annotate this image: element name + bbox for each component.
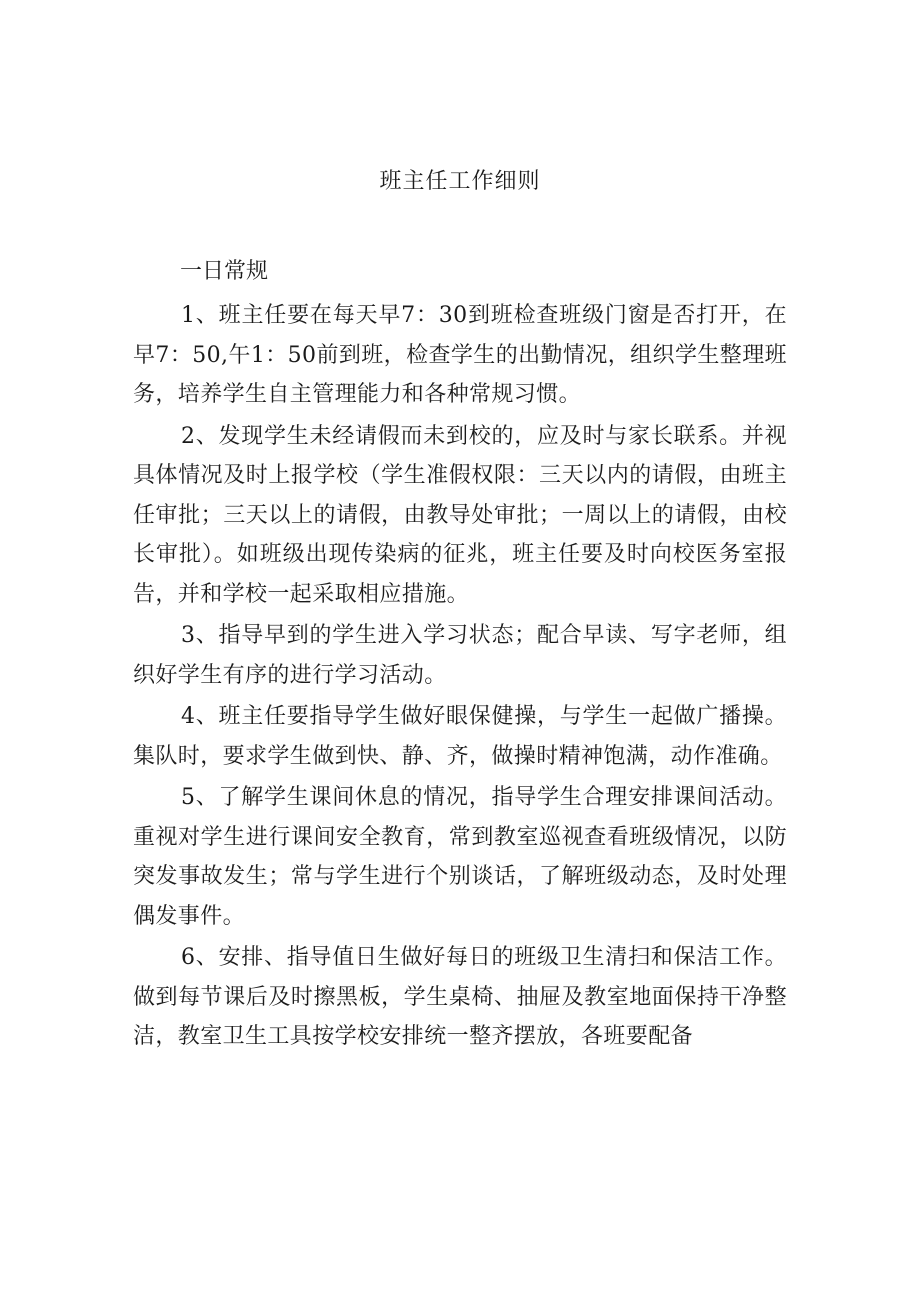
page-title: 班主任工作细则	[379, 169, 541, 194]
section-heading: 一日常规	[180, 259, 269, 284]
paragraph-4: 4、班主任要指导学生做好眼保健操，与学生一起做广播操。集队时，要求学生做到快、静、齐，做操时精神饱满，动作准确。	[133, 704, 787, 769]
paragraph-3: 3、指导早到的学生进入学习状态；配合早读、写字老师，组织好学生有序的进行学习活动。	[133, 623, 787, 688]
paragraph-5: 5、了解学生课间休息的情况，指导学生合理安排课间活动。重视对学生进行课间安全教育，常到教室巡视查看班级情况，以防突发事故发生；常与学生进行个别谈话，了解班级动态，及时处理偶发事件。	[133, 785, 787, 929]
paragraph-1: 1、班主任要在每天早7：30到班检查班级门窗是否打开，在早7：50,午1：50前到班，检查学生的出勤情况，组织学生整理班务，培养学生自主管理能力和各种常规习惯。	[133, 303, 787, 407]
paragraph-2: 2、发现学生未经请假而未到校的，应及时与家长联系。并视具体情况及时上报学校（学生准假权限：三天以内的请假，由班主任审批；三天以上的请假，由教导处审批；一周以上的请假，由校长审批）。如班级出现传染病的征兆，班主任要及时向校医务室报告，并和学校一起采取相应措施。	[133, 423, 787, 607]
document-body	[133, 296, 787, 1057]
paragraph-6: 6、安排、指导值日生做好每日的班级卫生清扫和保洁工作。做到每节课后及时擦黑板，学生桌椅、抽屉及教室地面保持干净整洁，教室卫生工具按学校安排统一整齐摆放，各班要配备	[133, 945, 787, 1049]
